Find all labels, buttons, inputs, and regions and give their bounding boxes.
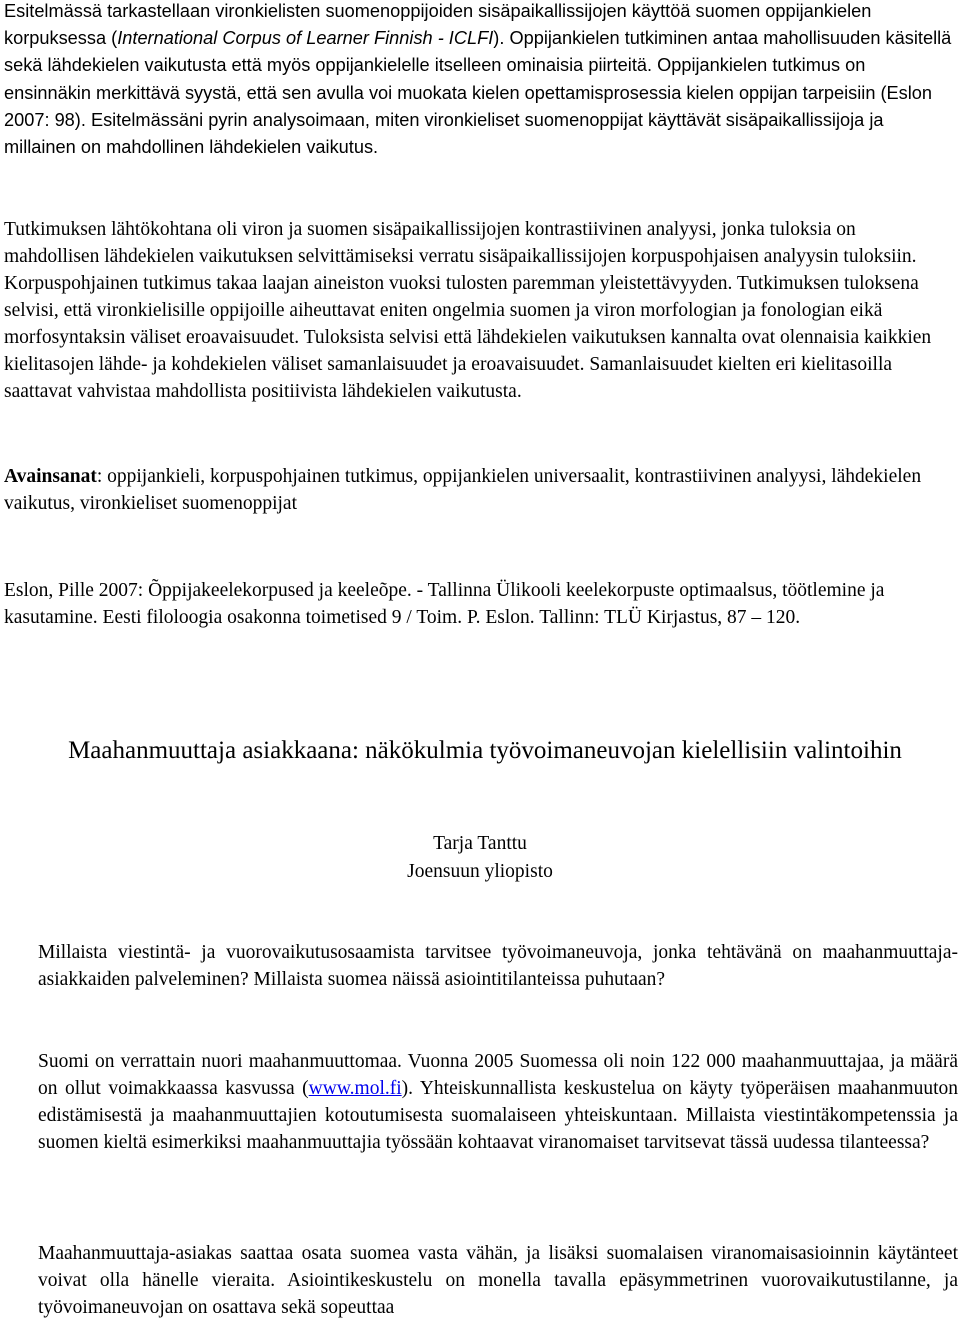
body-paragraph-1: Millaista viestintä- ja vuorovaikutusosaamista tarvitsee työvoimaneuvoja, jonka tehtävänä on maahanmuuttaja-asiakkaiden palveleminen? Millaista suomea näissä asiointitilanteissa puhutaan? — [38, 942, 958, 990]
abstract-paragraph-2: Tutkimuksen lähtökohtana oli viron ja suomen sisäpaikallissijojen kontrastiivinen analyysi, jonka tuloksia on mahdollisen lähdekielen vaikutuksen selvittämiseksi verratu sisäpaikallissijojen korpuspohjaisen analyysin tuloksiin. Korpuspohjainen tutkimus takaa laajan aineiston vuoksi tulosten paremman yleistettävyyden. Tutkimuksen tuloksena selvisi, että vironkielisille oppijoille aiheuttavat eniten ongelmia suomen ja viron morfologian ja fonologian eikä morfosyntaksin väliset eroavaisuudet. Tuloksista selvisi että lähdekielen vaikutuksen kannalta ovat olennaisia kaikkien kielitasojen lähde- ja kohdekielen väliset samanlaisuudet ja eroavaisuudet. Samanlaisuudet kielten eri kielitasoilla saattavat vahvistaa mahdollista positiivista lähdekielen vaikutusta. — [4, 219, 932, 402]
text-segment: ). Oppijankielen tutkiminen antaa mahollisuuden käsitellä sekä lähdekielen vaikutusta että myös oppijankielelle itselleen ominaisia piirteitä. Oppijankielen tutkimus on ensinnäkin merkittävä syystä, että sen avulla voi muokata kielen opettamisprosessia kielen oppijan tarpeisiin (Eslon 2007: 98). Esitelmässäni pyrin analysoimaan, miten vironkieliset suomenoppijat käyttävät sisäpaikallissijoja ja millainen on mahdollinen lähdekielen vaikutus. — [4, 28, 952, 158]
text-segment: Suomi on verrattain nuori maahanmuuttomaa. Vuonna 2005 Suomessa oli noin 122 000 maahanmuuttajaa, ja määrä on ollut voimakkaassa kasvussa ( — [38, 1051, 958, 1099]
article-title: Maahanmuuttaja asiakkaana: näkökulmia työvoimaneuvojan kielellisiin valintoihin — [68, 737, 902, 764]
reference-entry: Eslon, Pille 2007: Õppijakeelekorpused ja keeleõpe. - Tallinna Ülikooli keelekorpuste optimaalsus, töötlemine ja kasutamine. Eesti filoloogia osakonna toimetised 9 / Toim. P. Eslon. Tallinn: TLÜ Kirjastus, 87 – 120. — [4, 580, 885, 628]
keywords-label: Avainsanat — [4, 466, 97, 487]
body-paragraph-3: Maahanmuuttaja-asiakas saattaa osata suomea vasta vähän, ja lisäksi suomalaisen viranomaisasioinnin käytänteet voivat olla hänelle vieraita. Asiointikeskustelu on monella tavalla epäsymmetrinen vuorovaikutustilanne, ja työvoimaneuvojan on osattava sekä sopeuttaa — [38, 1243, 958, 1318]
corpus-name: International Corpus of Learner Finnish - ICLFI — [117, 28, 494, 49]
keywords-text: : oppijankieli, korpuspohjainen tutkimus, oppijankielen universaalit, kontrastiivinen analyysi, lähdekielen vaikutus, vironkieliset suomenoppijat — [4, 466, 922, 514]
mol-link[interactable]: www.mol.fi — [308, 1078, 402, 1099]
abstract-paragraph-1 — [4, 0, 954, 161]
keywords-paragraph — [4, 463, 954, 517]
text-segment: ). Yhteiskunnallista keskustelua on käyty työperäisen maahanmuuton edistämisestä ja maahanmuuttajien kotoutumisesta suomalaiseen yhteiskuntaan. Millaista viestintäkompetenssia ja suomen kieltä esimerkiksi maahanmuuttajia työssään kohtaavat viranomaiset tarvitsevat tässä uudessa tilanteessa? — [38, 1078, 958, 1153]
author-name: Tarja Tanttu — [433, 833, 527, 854]
author-block — [0, 830, 960, 886]
body-paragraph-2 — [38, 1048, 958, 1156]
text-segment: Esitelmässä tarkastellaan vironkielisten suomenoppijoiden sisäpaikallissijojen käyttöä suomen oppijankielen korpuksessa ( — [4, 1, 872, 49]
author-affiliation: Joensuun yliopisto — [407, 861, 553, 882]
